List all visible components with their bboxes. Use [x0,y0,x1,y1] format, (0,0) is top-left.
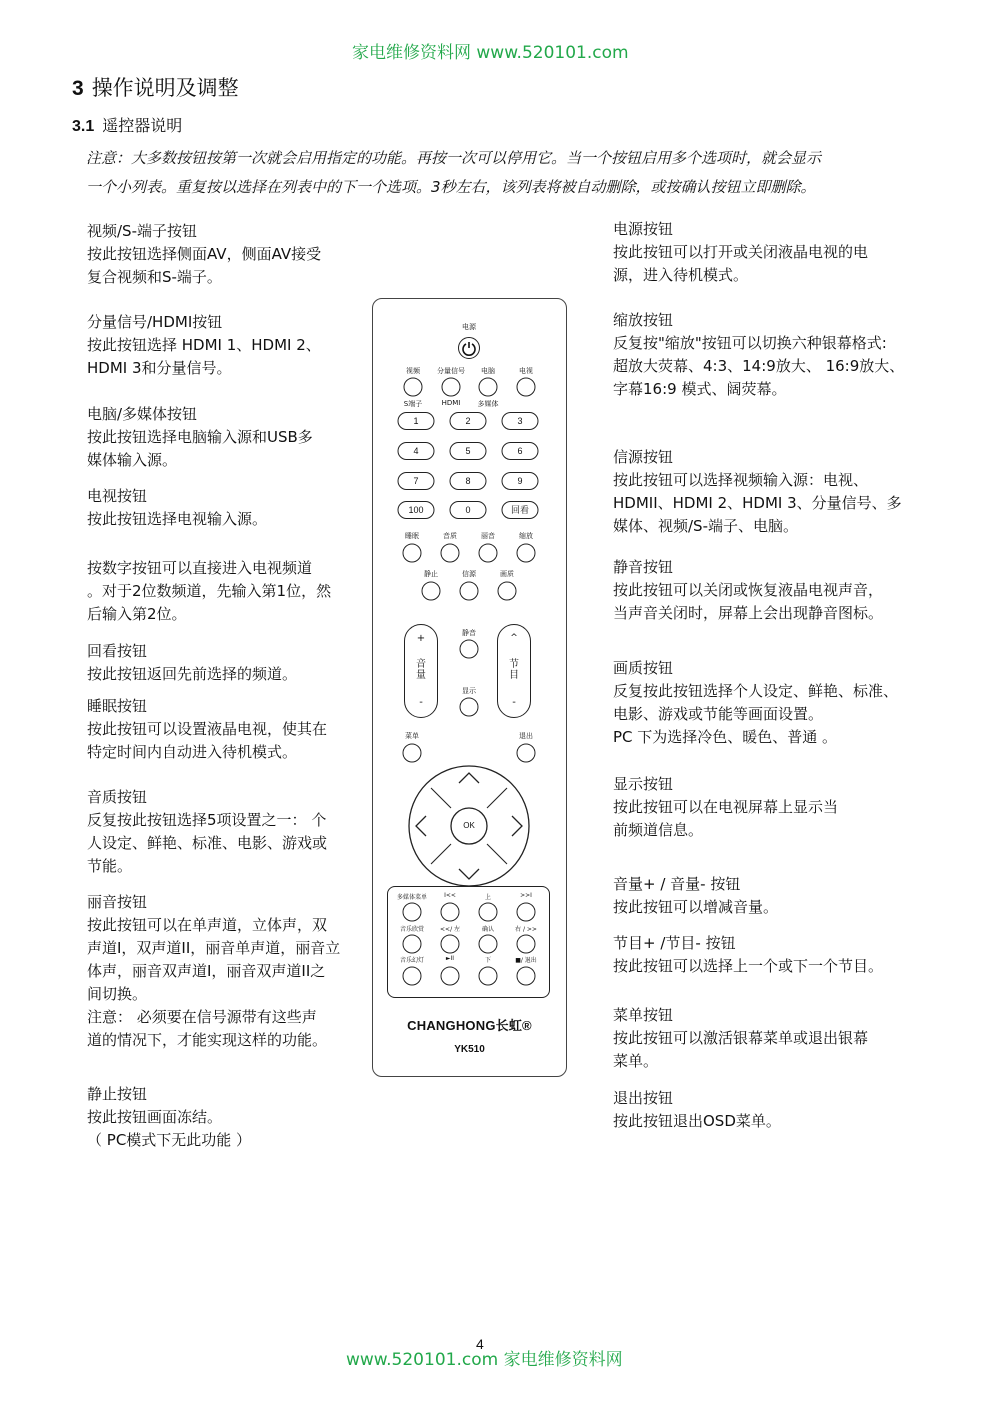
desc-line: 反复按此按钮选择个人设定、鲜艳、标准、 [613,682,899,700]
digit-button-6[interactable]: 6 [502,442,539,460]
desc-av-button [87,220,362,289]
desc-sleep-button [87,695,362,764]
multimedia-menu-button[interactable] [403,903,422,922]
recall-button[interactable]: 回看 [502,501,539,519]
section-heading [72,72,239,102]
watermark-bottom: www.520101.com 家电维修资料网 [346,1350,623,1370]
desc-title: 缩放按钮 [613,311,674,329]
desc-line: 按此按钮可以在单声道，立体声，双 [87,916,328,934]
digit-button-4[interactable]: 4 [398,442,435,460]
desc-title: 退出按钮 [613,1089,674,1107]
remote-label: 下 [484,957,492,964]
play-pause-button[interactable] [441,967,460,986]
desc-zoom-button [613,309,943,401]
desc-line: 。对于2位数频道，先输入第1位，然 [87,582,332,600]
remote-label: 电视 [519,367,533,375]
remote-label: 确认 [481,926,495,933]
desc-title: 节目+ /节目- 按钮 [613,934,736,952]
desc-exit-button [613,1087,943,1133]
desc-volume-buttons [613,873,943,919]
channel-plus[interactable]: ^ [510,633,518,643]
note-line: 注意：大多数按钮按第一次就会启用指定的功能。再按一次可以停用它。当一个按钮启用多个选项时，就会显示 [86,149,822,167]
desc-line: 媒体、视频/S-端子、电脑。 [613,517,798,535]
desc-line: 声道I，双声道II，丽音单声道，丽音立 [87,939,341,957]
section-title: 操作说明及调整 [91,76,239,100]
picture-button[interactable] [498,582,517,601]
desc-pc-button [87,403,362,472]
model-number: YK510 [454,1044,485,1055]
desc-line: 按此按钮返回先前选择的频道。 [87,665,298,683]
remote-label: <</ 左 [440,926,460,933]
desc-title: 菜单按钮 [613,1006,674,1024]
desc-title: 视频/S-端子按钮 [87,222,197,240]
desc-line: 节能。 [87,857,133,875]
sound-button[interactable] [441,544,460,563]
down-button[interactable] [479,967,498,986]
remote-label: 睡眠 [405,532,419,540]
digit-button-7[interactable]: 7 [398,472,435,490]
display-button[interactable] [460,698,479,717]
digit-button-3[interactable]: 3 [502,412,539,430]
digit-button-8[interactable]: 8 [450,472,487,490]
remote-label: 静止 [424,570,438,578]
remote-label: 缩放 [519,532,533,540]
remote-label: 菜单 [405,732,419,740]
remote-label: 音质 [443,532,457,540]
desc-line: 超放大荧幕、4:3、14:9放大、 16:9放大、 [613,357,905,375]
ok-button[interactable]: OK [463,821,475,830]
desc-line: 特定时间内自动进入待机模式。 [87,743,298,761]
desc-line: 反复按此按钮选择5项设置之一： 个 [87,811,327,829]
desc-line: 间切换。 [87,985,148,1003]
desc-freeze-button [87,1083,362,1152]
desc-title: 显示按钮 [613,775,674,793]
remote-label: 画质 [500,570,514,578]
desc-hdmi-button [87,311,362,380]
exit-button[interactable] [517,744,536,763]
desc-line: 反复按"缩放"按钮可以切换六种银幕格式: [613,334,887,352]
digit-button-2[interactable]: 2 [450,412,487,430]
remote-label: I<< [444,892,456,899]
desc-line: 当声音关闭时，屏幕上会出现静音图标。 [613,604,884,622]
remote-label: 显示 [462,687,476,695]
remote-sublabel: S端子 [403,400,423,408]
music-button[interactable] [403,935,422,954]
remote-label: 静音 [462,629,476,637]
desc-picture-button [613,657,943,749]
desc-title: 睡眠按钮 [87,697,148,715]
desc-line: 按此按钮可以增减音量。 [613,898,779,916]
tv-button[interactable] [517,378,536,397]
page-number: 4 [476,1336,484,1352]
nicam-button[interactable] [479,544,498,563]
desc-mute-button [613,556,943,625]
desc-nicam-button [87,891,362,1052]
desc-display-button [613,773,943,842]
brand-logo: CHANGHONG长虹® [407,1018,532,1033]
desc-tv-button [87,485,362,531]
desc-line: 前频道信息。 [613,821,704,839]
confirm-button[interactable] [479,935,498,954]
menu-button[interactable] [403,744,422,763]
desc-line: 按此按钮选择电脑输入源和USB多 [87,428,313,446]
remote-label: 多媒体菜单 [396,894,428,901]
desc-line: 字幕16:9 模式、阔荧幕。 [613,380,787,398]
desc-title: 静音按钮 [613,558,674,576]
channel-minus[interactable]: - [512,697,516,708]
desc-line: 按此按钮画面冻结。 [87,1108,223,1126]
desc-title: 信源按钮 [613,448,674,466]
desc-digit-buttons [87,557,362,626]
remote-control [372,298,567,1077]
digit-button-9[interactable]: 9 [502,472,539,490]
remote-sublabel: 多媒体 [477,400,499,408]
desc-title: 画质按钮 [613,659,674,677]
desc-line: 道的情况下，才能实现这样的功能。 [87,1031,328,1049]
pc-button[interactable] [479,378,498,397]
av-button[interactable] [404,378,423,397]
note-line: 一个小列表。重复按以选择在列表中的下一个选项。3秒左右，该列表将被自动删除，或按确认按钮立即删除。 [86,178,816,196]
source-button[interactable] [460,582,479,601]
digit-button-5[interactable]: 5 [450,442,487,460]
desc-title: 电视按钮 [87,487,148,505]
desc-line: 菜单。 [613,1052,659,1070]
remote-label: ►II [445,955,455,962]
desc-menu-button [613,1004,943,1073]
power-label: 电源 [462,323,476,331]
remote-label: 退出 [519,732,533,740]
next-track-button[interactable] [517,903,536,922]
volume-label: 音量 [416,659,426,681]
remote-label: 右 / >> [515,926,537,933]
subsection-heading [72,113,182,136]
desc-line: 源，进入待机模式。 [613,266,749,284]
desc-title: 电源按钮 [613,220,674,238]
freeze-button[interactable] [422,582,441,601]
desc-line: 按此按钮可以选择视频输入源：电视、 [613,471,869,489]
zoom-button[interactable] [517,544,536,563]
up-button[interactable] [479,903,498,922]
desc-recall-button [87,640,362,686]
desc-line: PC 下为选择冷色、暖色、普通 。 [613,728,838,746]
desc-title: 音量+ / 音量- 按钮 [613,875,741,893]
desc-power-button [613,218,943,287]
desc-title: 分量信号/HDMI按钮 [87,313,223,331]
channel-rocker[interactable] [497,624,531,718]
desc-sound-button [87,786,362,878]
desc-line: HDMII、HDMI 2、HDMI 3、分量信号、多 [613,494,902,512]
desc-line: 按此按钮可以关闭或恢复液晶电视声音， [613,581,884,599]
desc-line: 按此按钮选择电视输入源。 [87,510,268,528]
volume-plus[interactable]: + [416,633,426,644]
hdmi-button[interactable] [442,378,461,397]
mute-button[interactable] [460,640,479,659]
desc-line: 人设定、鲜艳、标准、电影、游戏或 [87,834,328,852]
digit-button-0[interactable]: 0 [450,501,487,519]
sleep-button[interactable] [403,544,422,563]
remote-label: ■/ 退出 [515,957,537,964]
remote-label: 音乐幻灯 [399,957,425,964]
desc-line: 按此按钮可以选择上一个或下一个节目。 [613,957,884,975]
forward-right-button[interactable] [517,935,536,954]
power-icon [459,338,479,358]
desc-source-button [613,446,943,538]
channel-label: 节目 [509,659,519,681]
rewind-left-button[interactable] [441,935,460,954]
desc-line: 媒体输入源。 [87,451,178,469]
desc-line: 按此按钮退出OSD菜单。 [613,1112,781,1130]
intro-note [86,144,936,202]
remote-label: 上 [484,894,492,901]
desc-line: 按此按钮可以在电视屏幕上显示当 [613,798,839,816]
desc-title: 静止按钮 [87,1085,148,1103]
volume-minus[interactable]: - [419,697,423,708]
desc-line: 按此按钮可以打开或关闭液晶电视的电 [613,243,869,261]
slideshow-button[interactable] [403,967,422,986]
desc-title: 按数字按钮可以直接进入电视频道 [87,559,313,577]
desc-title: 电脑/多媒体按钮 [87,405,198,423]
desc-line: （ PC模式下无此功能 ） [87,1131,252,1149]
digit-button-1[interactable]: 1 [398,412,435,430]
desc-line: 按此按钮选择 HDMI 1、HDMI 2、 [87,336,321,354]
desc-line: 电影、游戏或节能等画面设置。 [613,705,824,723]
remote-label: 丽音 [481,532,495,540]
remote-label: 电脑 [481,367,495,375]
desc-line: 按此按钮可以设置液晶电视，使其在 [87,720,328,738]
stop-exit-button[interactable] [517,967,536,986]
desc-line: 按此按钮可以激活银幕菜单或退出银幕 [613,1029,869,1047]
subsection-number: 3.1 [72,118,95,135]
remote-label: >>I [520,892,532,899]
desc-line: 后输入第2位。 [87,605,187,623]
remote-label: 信源 [462,570,476,578]
remote-label: 音乐欣赏 [399,926,425,933]
section-number: 3 [72,77,84,100]
watermark-top: 家电维修资料网 www.520101.com [352,43,629,63]
desc-line: HDMI 3和分量信号。 [87,359,232,377]
subsection-title: 遥控器说明 [102,116,183,135]
digit-button-100[interactable]: 100 [398,501,435,519]
multimedia-panel [387,886,550,998]
power-button[interactable] [458,337,480,359]
desc-title: 音质按钮 [87,788,148,806]
remote-label: 分量信号 [437,367,465,375]
previous-track-button[interactable] [441,903,460,922]
volume-rocker[interactable] [404,624,438,718]
desc-line: 按此按钮选择侧面AV，侧面AV接受 [87,245,322,263]
remote-label: 视频 [406,367,420,375]
remote-sublabel: HDMI [441,399,461,407]
desc-line: 复合视频和S-端子。 [87,268,222,286]
desc-line: 体声，丽音双声道I，丽音双声道II之 [87,962,326,980]
desc-channel-buttons [613,932,943,978]
desc-line: 注意： 必须要在信号源带有这些声 [87,1008,317,1026]
desc-title: 回看按钮 [87,642,148,660]
desc-title: 丽音按钮 [87,893,148,911]
